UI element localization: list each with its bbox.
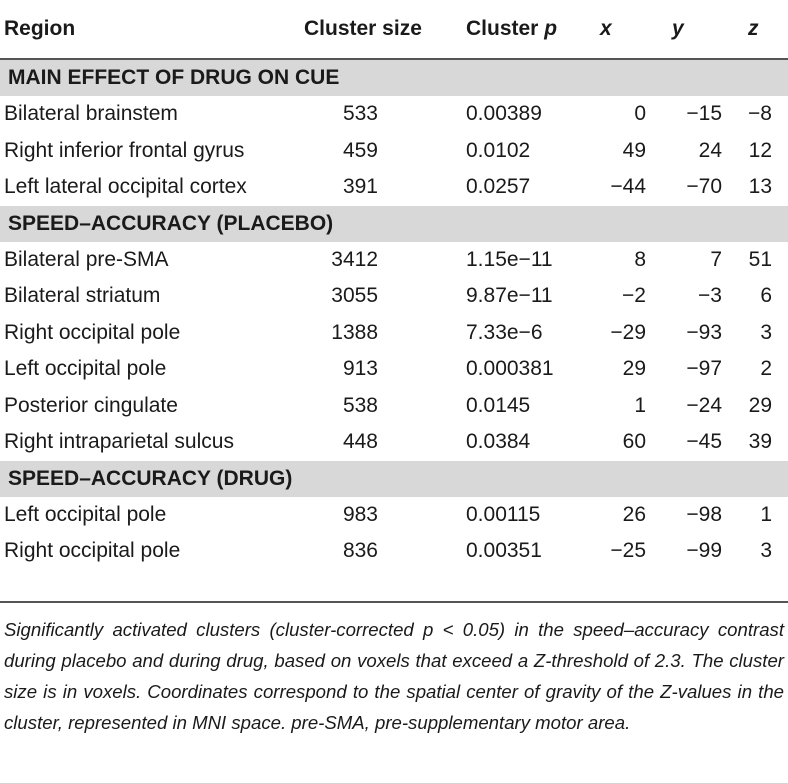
cell-y: −15: [686, 102, 722, 126]
cell-y: −99: [686, 539, 722, 563]
section-title: MAIN EFFECT OF DRUG ON CUE: [0, 59, 788, 96]
table-row: [0, 424, 788, 461]
cell-region: Right inferior frontal gyrus: [4, 138, 245, 162]
cell-x: 0: [634, 102, 646, 126]
cell-region: Right occipital pole: [4, 320, 181, 344]
cell-cluster-size: 538: [342, 393, 378, 417]
header-y: y: [660, 0, 728, 59]
table-row: [0, 315, 788, 352]
cell-y: −98: [686, 502, 722, 526]
cell-z: 6: [760, 284, 772, 308]
cell-region: Right intraparietal sulcus: [4, 430, 234, 454]
table-row: [0, 351, 788, 388]
cell-y: −45: [686, 430, 722, 454]
cell-cluster-p: 0.0145: [466, 393, 531, 417]
cell-y: −70: [686, 175, 722, 199]
cell-x: −2: [622, 284, 646, 308]
cell-cluster-p: 0.0384: [466, 430, 531, 454]
cell-y: −24: [686, 393, 722, 417]
cell-z: −8: [748, 102, 772, 126]
cell-cluster-size: 1388: [331, 320, 378, 344]
cell-cluster-size: 983: [342, 502, 378, 526]
cell-y: −93: [686, 320, 722, 344]
section-header-row: [0, 59, 788, 96]
cell-z: 12: [748, 138, 772, 162]
cell-cluster-p: 0.0102: [466, 138, 531, 162]
cell-y: 24: [698, 138, 722, 162]
cell-x: 1: [634, 393, 646, 417]
cell-cluster-p: 0.00351: [466, 539, 542, 563]
cell-x: 49: [622, 138, 646, 162]
cell-x: 60: [622, 430, 646, 454]
cell-cluster-size: 391: [342, 175, 378, 199]
header-row: [0, 0, 788, 59]
table-row: [0, 96, 788, 133]
section-title: SPEED–ACCURACY (DRUG): [0, 461, 788, 497]
header-cluster-size: Cluster size: [290, 0, 440, 59]
table-row: [0, 278, 788, 315]
section-header-row: [0, 461, 788, 497]
cell-cluster-p: 9.87e−11: [466, 284, 553, 308]
header-cluster-p: Cluster p: [440, 0, 580, 59]
cell-x: −25: [610, 539, 646, 563]
header-x: x: [580, 0, 660, 59]
cell-region: Right occipital pole: [4, 539, 181, 563]
cell-region: Left occipital pole: [4, 502, 167, 526]
cell-z: 3: [760, 320, 772, 344]
cell-cluster-p: 0.00389: [466, 102, 542, 126]
header-z: z: [728, 0, 788, 59]
cell-cluster-p: 0.0257: [466, 175, 531, 199]
cell-cluster-size: 3412: [331, 247, 378, 271]
cell-x: 29: [622, 357, 646, 381]
cell-cluster-size: 836: [342, 539, 378, 563]
cell-cluster-size: 533: [342, 102, 378, 126]
cell-x: −44: [610, 175, 646, 199]
cell-z: 13: [748, 175, 772, 199]
cell-z: 1: [760, 502, 772, 526]
cell-y: 7: [710, 247, 722, 271]
cell-region: Bilateral striatum: [4, 284, 161, 308]
table-body: [0, 59, 788, 570]
cell-cluster-p: 1.15e−11: [466, 247, 553, 271]
header-region: Region: [0, 0, 290, 59]
section-title: SPEED–ACCURACY (PLACEBO): [0, 206, 788, 242]
cell-x: 26: [622, 502, 646, 526]
cell-cluster-p: 7.33e−6: [466, 320, 543, 344]
section-header-row: [0, 206, 788, 242]
table-row: [0, 533, 788, 570]
cell-z: 51: [748, 247, 772, 271]
table-caption: Significantly activated clusters (cluster-corrected p < 0.05) in the speed–accuracy contrast during placebo and during drug, based on voxels that exceed a Z-threshold of 2.3. The cluster size is in voxels. Coordinates correspond to the spatial center of gravity of the Z-values in the cluster, represented in MNI space. pre-SMA, pre-supplementary motor area.: [0, 601, 788, 738]
cell-cluster-size: 448: [342, 430, 378, 454]
cell-region: Bilateral brainstem: [4, 102, 178, 126]
cell-z: 29: [748, 393, 772, 417]
cell-z: 2: [760, 357, 772, 381]
cell-z: 39: [748, 430, 772, 454]
cell-x: −29: [610, 320, 646, 344]
cell-z: 3: [760, 539, 772, 563]
cell-cluster-p: 0.000381: [466, 357, 554, 381]
cell-region: Bilateral pre-SMA: [4, 247, 169, 271]
cell-region: Posterior cingulate: [4, 393, 178, 417]
table-row: [0, 133, 788, 170]
cell-y: −97: [686, 357, 722, 381]
table-row: [0, 169, 788, 206]
table-row: [0, 497, 788, 534]
cell-cluster-size: 459: [342, 138, 378, 162]
table-row: [0, 388, 788, 425]
cell-cluster-size: 3055: [331, 284, 378, 308]
cell-region: Left occipital pole: [4, 357, 167, 381]
cell-x: 8: [634, 247, 646, 271]
cell-cluster-size: 913: [342, 357, 378, 381]
cell-region: Left lateral occipital cortex: [4, 175, 247, 199]
cell-cluster-p: 0.00115: [466, 502, 541, 526]
table-row: [0, 242, 788, 279]
cell-y: −3: [698, 284, 722, 308]
